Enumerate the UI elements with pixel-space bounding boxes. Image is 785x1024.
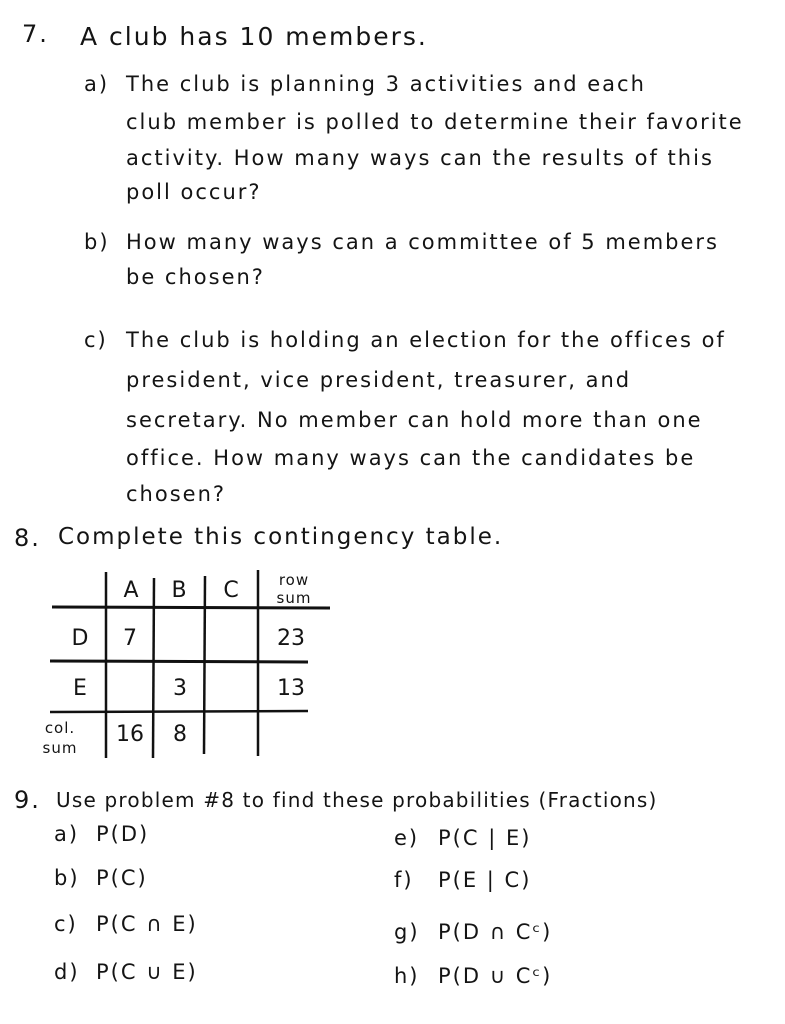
q9-item-a-expr: P(D) <box>96 822 150 846</box>
col-header-b: B <box>171 578 187 603</box>
q9-item-g-label: g) <box>394 920 420 944</box>
row-label-d: D <box>71 626 89 651</box>
cell-e-sum: 13 <box>277 676 305 701</box>
q7a-line4: poll occur? <box>126 180 262 204</box>
q7c-line3: secretary. No member can hold more than one <box>126 408 703 432</box>
q9-text: Use problem #8 to find these probabilities (Fractions) <box>56 788 658 812</box>
q7c-line1: The club is holding an election for the offices of <box>126 328 726 352</box>
q9-item-f-label: f) <box>394 868 414 892</box>
q9-item-d-expr: P(C ∪ E) <box>96 960 198 984</box>
q8-number: 8. <box>14 524 41 552</box>
cell-colsum-a: 16 <box>116 722 144 747</box>
q9-item-c-label: c) <box>54 912 78 936</box>
q7-intro: A club has 10 members. <box>80 22 428 51</box>
q9-item-d-label: d) <box>54 960 80 984</box>
q9-item-g-expr: P(D ∩ Cᶜ) <box>438 920 553 944</box>
q9-item-h-label: h) <box>394 964 420 988</box>
cell-colsum-b: 8 <box>173 722 187 747</box>
q7a-line2: club member is polled to determine their favorite <box>126 110 744 134</box>
q9-item-b-expr: P(C) <box>96 866 148 890</box>
q7a-line3: activity. How many ways can the results of this <box>126 146 714 170</box>
q7a-label: a) <box>84 72 110 96</box>
q7b-label: b) <box>84 230 110 254</box>
q9-item-a-label: a) <box>54 822 80 846</box>
q9-item-f-expr: P(E | C) <box>438 868 532 892</box>
q9-item-h-expr: P(D ∪ Cᶜ) <box>438 964 553 988</box>
q7a-line1: The club is planning 3 activities and each <box>126 72 646 96</box>
q7c-line2: president, vice president, treasurer, and <box>126 368 632 392</box>
cell-d-sum: 23 <box>277 626 305 651</box>
q9-item-c-expr: P(C ∩ E) <box>96 912 198 936</box>
q8-text: Complete this contingency table. <box>58 524 504 550</box>
row-sum-header-2: sum <box>276 589 312 607</box>
q7c-label: c) <box>84 328 108 352</box>
q7c-line5: chosen? <box>126 482 227 506</box>
q9-number: 9. <box>14 786 41 814</box>
col-header-c: C <box>223 578 239 603</box>
col-sum-header-1: col. <box>44 719 76 737</box>
q7-number: 7. <box>22 20 49 48</box>
q9-item-e-expr: P(C | E) <box>438 826 532 850</box>
q9-item-b-label: b) <box>54 866 80 890</box>
cell-e-b: 3 <box>173 676 187 701</box>
q7c-line4: office. How many ways can the candidates be <box>126 446 696 470</box>
col-header-a: A <box>123 578 139 603</box>
q9-item-e-label: e) <box>394 826 420 850</box>
row-label-e: E <box>73 676 87 701</box>
cell-d-a: 7 <box>123 626 137 651</box>
contingency-table <box>40 560 340 770</box>
q7b-line1: How many ways can a committee of 5 members <box>126 230 719 254</box>
col-sum-header-2: sum <box>42 739 78 757</box>
q7b-line2: be chosen? <box>126 265 265 289</box>
row-sum-header-1: row <box>278 571 310 589</box>
